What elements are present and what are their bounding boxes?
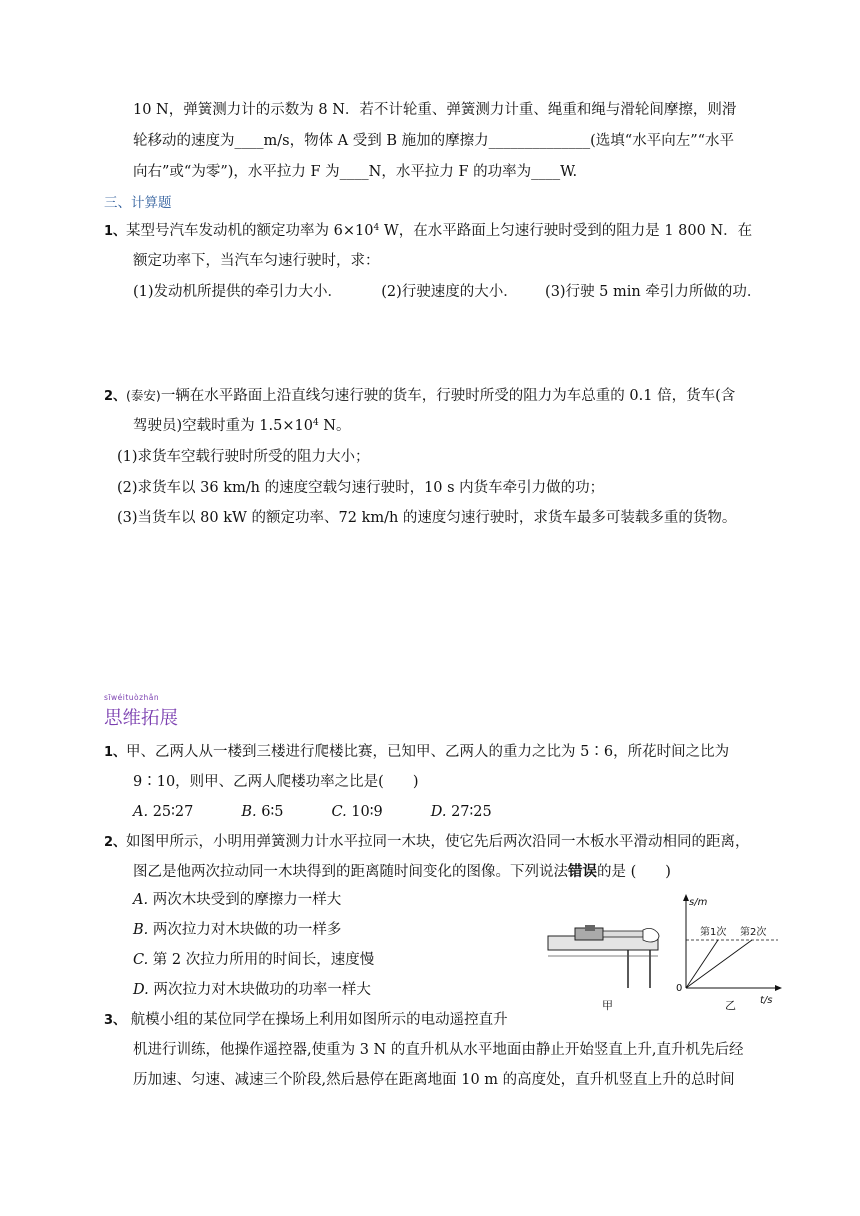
emphasis-wrong: 错误 — [568, 863, 597, 880]
top-problem-line1: 10 N，弹簧测力计的示数为 8 N．若不计轮重、弹簧测力计重、绳重和绳与滑轮间摩擦，则滑 — [133, 102, 737, 118]
question-source: (泰安) — [126, 388, 161, 403]
question-text: 一辆在水平路面上沿直线匀速行驶的货车，行驶时所受的阻力为车总重的 0.1 倍，货车(含 — [160, 388, 736, 404]
line-second-run — [686, 940, 752, 988]
calc-question-1-line2: 额定功率下，当汽车匀速行驶时，求： — [133, 253, 380, 269]
superscript: 4 — [373, 223, 380, 233]
question-text: 如图甲所示，小明用弹簧测力计水平拉同一木块，使它先后两次沿同一木板水平滑动相同的距离， — [126, 834, 750, 850]
superscript: 4 — [312, 418, 319, 428]
calc-question-2 — [104, 386, 735, 407]
question-text: 图乙是他两次拉动同一木块得到的距离随时间变化的图像。下列说法 — [133, 864, 568, 880]
thinking-question-1-line2: 9∶10，则甲、乙两人爬楼功率之比是( ) — [133, 774, 419, 790]
option-c: C. 第 2 次拉力所用的时间长，速度慢 — [133, 952, 375, 968]
label-first-run: 第1次 — [700, 927, 727, 938]
option-b: B. 6∶5 — [241, 804, 284, 820]
top-problem-line2: 轮移动的速度为____m/s，物体 A 受到 B 施加的摩擦力______________(选填“水平向左”“水平 — [133, 133, 735, 149]
origin-label: 0 — [676, 983, 683, 994]
thinking-question-3-line2: 机进行训练，他操作遥控器,使重为 3 N 的直升机从水平地面由静止开始竖直上升,直升机先后经 — [133, 1042, 744, 1058]
section-title-thinking: 思维拓展 — [104, 708, 179, 729]
question-number: 3、 — [104, 1013, 127, 1028]
question-number: 1、 — [104, 224, 127, 239]
thinking-question-2-line2 — [133, 862, 671, 882]
subpart-2: (2)行驶速度的大小． — [381, 284, 518, 300]
question-text: N。 — [318, 418, 351, 434]
section-heading-calculation: 三、计算题 — [104, 195, 172, 211]
option-c: C. 10∶9 — [331, 804, 383, 820]
calc-question-2-sub1: (1)求货车空载行驶时所受的阻力大小； — [117, 449, 370, 465]
subpart-1: (1)发动机所提供的牵引力大小． — [133, 284, 343, 300]
figure-yi-graph — [683, 894, 782, 991]
label-second-run: 第2次 — [740, 927, 767, 938]
question-number: 1、 — [104, 745, 127, 760]
thinking-question-1-options — [133, 802, 540, 822]
question-text: 驾驶员)空载时重为 1.5×10 — [133, 418, 313, 434]
subpart-3: (3)行驶 5 min 牵引力所做的功． — [545, 284, 762, 300]
question-text: 某型号汽车发动机的额定功率为 6×10 — [126, 223, 374, 239]
figure-jia-apparatus — [548, 925, 659, 988]
calc-question-1 — [104, 221, 752, 242]
question-text: 甲、乙两人从一楼到三楼进行爬楼比赛，已知甲、乙两人的重力之比为 5∶6，所花时间之比为 — [126, 744, 730, 760]
y-axis-label: s/m — [689, 897, 708, 908]
calc-question-2-sub2: (2)求货车以 36 km/h 的速度空载匀速行驶时，10 s 内货车牵引力做的功； — [117, 480, 605, 496]
option-d: D. 两次拉力对木块做功的功率一样大 — [133, 982, 371, 998]
option-d: D. 27∶25 — [430, 804, 492, 820]
thinking-question-1 — [104, 742, 729, 763]
option-b: B. 两次拉力对木块做的功一样多 — [133, 922, 342, 938]
question-number: 2、 — [104, 835, 127, 850]
calc-question-1-subparts — [133, 282, 761, 302]
top-problem-line3: 向右”或“为零”)，水平拉力 F 为____N，水平拉力 F 的功率为____W. — [133, 164, 578, 180]
thinking-question-3 — [104, 1010, 508, 1031]
option-a: A. 25∶27 — [133, 804, 194, 820]
thinking-question-3-line3: 历加速、匀速、减速三个阶段,然后悬停在距离地面 10 m 的高度处，直升机竖直上升的总时间 — [133, 1072, 735, 1088]
figure-caption-yi: 乙 — [725, 999, 736, 1012]
question-text: W，在水平路面上匀速行驶时受到的阻力是 1 800 N．在 — [379, 223, 753, 239]
calc-question-2-sub3: (3)当货车以 80 kW 的额定功率、72 km/h 的速度匀速行驶时，求货车最多可装载多重的货物。 — [117, 510, 737, 526]
line-first-run — [686, 940, 718, 988]
question-text: 航模小组的某位同学在操场上利用如图所示的电动遥控直升 — [126, 1012, 508, 1028]
x-axis-label: t/s — [760, 995, 773, 1006]
figure-caption-jia: 甲 — [602, 999, 613, 1012]
question-text: 的是 ( ) — [597, 864, 671, 880]
question-number: 2、 — [104, 389, 127, 404]
section-pinyin: sīwéituòzhǎn — [104, 693, 160, 702]
thinking-question-2 — [104, 832, 750, 853]
calc-question-2-line2 — [133, 416, 350, 436]
physics-figure — [540, 890, 790, 1020]
option-a: A. 两次木块受到的摩擦力一样大 — [133, 892, 342, 908]
